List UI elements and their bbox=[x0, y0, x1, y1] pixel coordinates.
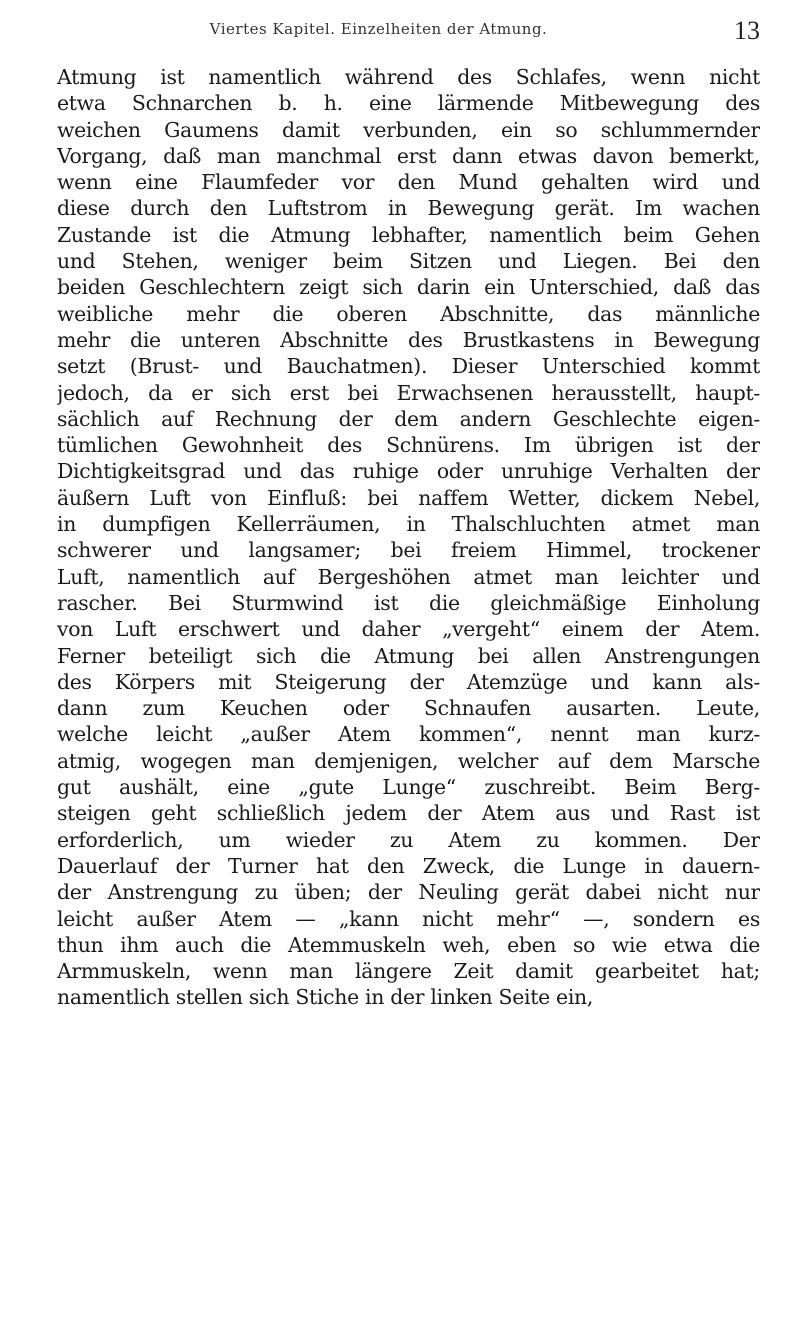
text-line: Vorgang, daß man manchmal erst dann etwas davon bemerkt, bbox=[57, 143, 760, 168]
text-line: Ferner beteiligt sich die Atmung bei allen Anstrengungen bbox=[57, 643, 760, 668]
text-line: weichen Gaumens damit verbunden, ein so schlummernder bbox=[57, 117, 760, 142]
text-line: jedoch, da er sich erst bei Erwachsenen herausstellt, haupt- bbox=[57, 380, 760, 405]
text-line: rascher. Bei Sturmwind ist die gleichmäßige Einholung bbox=[57, 590, 760, 615]
text-line: schwerer und langsamer; bei freiem Himmel, trockener bbox=[57, 538, 760, 563]
text-line: Atmung ist namentlich während des Schlafes, wenn nicht bbox=[57, 65, 760, 89]
text-line: beiden Geschlechtern zeigt sich darin ein Unterschied, daß das bbox=[57, 275, 760, 300]
text-line: steigen geht schließlich jedem der Atem aus und Rast ist bbox=[57, 801, 760, 826]
text-line: sächlich auf Rechnung der dem andern Geschlechte eigen- bbox=[57, 406, 760, 431]
text-line: Dauerlauf der Turner hat den Zweck, die Lunge in dauern- bbox=[57, 853, 760, 878]
text-line: setzt (Brust- und Bauchatmen). Dieser Unterschied kommt bbox=[57, 354, 760, 379]
text-line: namentlich stellen sich Stiche in der linken Seite ein, bbox=[57, 985, 594, 1010]
text-line: leicht außer Atem — „kann nicht mehr“ —, sondern es bbox=[57, 906, 760, 931]
text-line: der Anstrengung zu üben; der Neuling gerät dabei nicht nur bbox=[57, 880, 760, 905]
text-line: atmig, wogegen man demjenigen, welcher auf dem Marsche bbox=[57, 748, 760, 773]
text-line: etwa Schnarchen b. h. eine lärmende Mitbewegung des bbox=[57, 91, 760, 116]
text-line: weibliche mehr die oberen Abschnitte, das männliche bbox=[57, 301, 760, 326]
text-line: diese durch den Luftstrom in Bewegung gerät. Im wachen bbox=[57, 196, 760, 221]
text-line: erforderlich, um wieder zu Atem zu kommen. Der bbox=[57, 827, 760, 852]
text-line: dann zum Keuchen oder Schnaufen ausarten. Leute, bbox=[57, 696, 760, 721]
text-line: gut aushält, eine „gute Lunge“ zuschreibt. Beim Berg- bbox=[57, 775, 760, 800]
text-line: mehr die unteren Abschnitte des Brustkastens in Bewegung bbox=[57, 327, 760, 352]
text-line: Luft, namentlich auf Bergeshöhen atmet man leichter und bbox=[57, 564, 760, 589]
text-line: von Luft erschwert und daher „vergeht“ einem der Atem. bbox=[57, 617, 760, 642]
text-line: welche leicht „außer Atem kommen“, nennt man kurz- bbox=[57, 722, 760, 747]
text-line: in dumpfigen Kellerräumen, in Thalschluchten atmet man bbox=[57, 512, 760, 537]
body-text bbox=[57, 64, 760, 1011]
text-line: wenn eine Flaumfeder vor den Mund gehalten wird und bbox=[57, 170, 760, 195]
running-title: Viertes Kapitel. Einzelheiten der Atmung. bbox=[209, 20, 548, 38]
text-line: des Körpers mit Steigerung der Atemzüge und kann als- bbox=[57, 669, 760, 694]
page-number: 13 bbox=[734, 16, 760, 45]
text-line: tümlichen Gewohnheit des Schnürens. Im übrigen ist der bbox=[57, 433, 760, 458]
running-head bbox=[57, 16, 760, 60]
text-line: und Stehen, weniger beim Sitzen und Liegen. Bei den bbox=[57, 249, 760, 274]
text-line: Dichtigkeitsgrad und das ruhige oder unruhige Verhalten der bbox=[57, 459, 760, 484]
text-line: thun ihm auch die Atemmuskeln weh, eben so wie etwa die bbox=[57, 932, 760, 957]
text-line: äußern Luft von Einfluß: bei naffem Wetter, dickem Nebel, bbox=[57, 485, 760, 510]
text-line: Zustande ist die Atmung lebhafter, namentlich beim Gehen bbox=[57, 222, 760, 247]
text-line: Armmuskeln, wenn man längere Zeit damit gearbeitet hat; bbox=[57, 959, 760, 984]
